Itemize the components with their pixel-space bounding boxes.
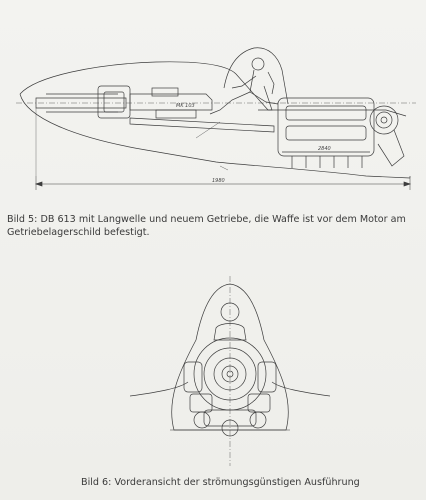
cannon-label: MK 103 xyxy=(176,103,195,109)
dimension-label: 1980 xyxy=(212,178,225,184)
figure-caption-6: Bild 6: Vorderansicht der strömungsgünstigen Ausführung xyxy=(81,477,360,488)
side-view-drawing xyxy=(6,26,420,212)
front-view-drawing xyxy=(130,270,330,470)
figure-caption-5-line-2: Getriebelagerschild befestigt. xyxy=(7,227,150,238)
figure-caption-5-line-1: Bild 5: DB 613 mit Langwelle und neuem Getriebe, die Waffe ist vor dem Motor am xyxy=(7,214,406,225)
engine-label: 2840 xyxy=(318,146,331,152)
